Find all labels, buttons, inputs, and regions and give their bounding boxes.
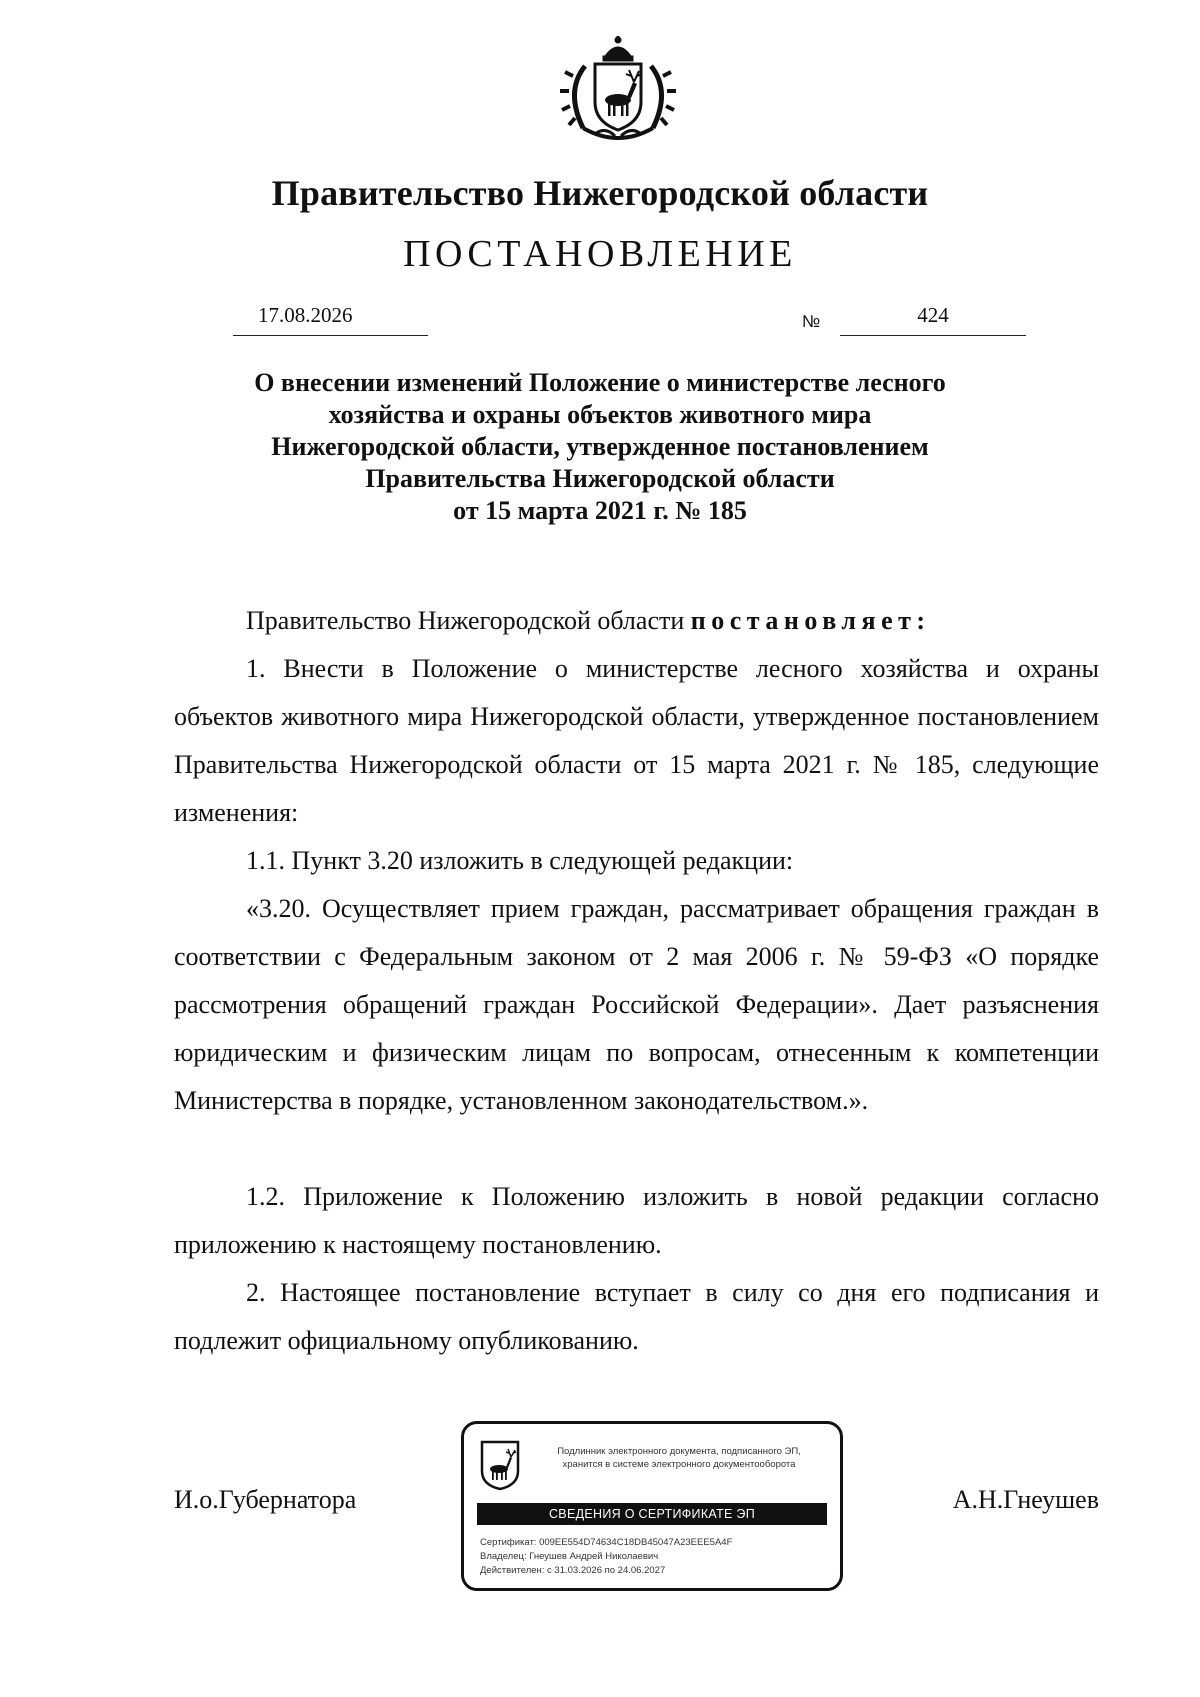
stamp-certificate-bar: СВЕДЕНИЯ О СЕРТИФИКАТЕ ЭП	[477, 1503, 827, 1525]
document-subject	[200, 367, 1000, 527]
intro-paragraph	[174, 597, 1099, 645]
subject-line: Правительства Нижегородской области	[365, 464, 835, 493]
document-date: 17.08.2026	[258, 303, 353, 327]
subject-line: от 15 марта 2021 г. № 185	[453, 496, 747, 525]
intro-text: Правительство Нижегородской области	[246, 606, 685, 635]
paragraph-1-1-quote: «3.20. Осуществляет прием граждан, рассматривает обращения граждан в соответствии с Федеральным законом от 2 мая 2006 г. № 59-ФЗ «О порядке рассмотрения обращений граждан Российской Федерации». Дает разъяснения юридическим и физическим лицам по вопросам, отнесенным к компетенции Министерства в порядке, установленном законодательством.».	[174, 894, 1099, 1115]
stamp-header-line: Подлинник электронного документа, подписанного ЭП,	[557, 1446, 801, 1457]
paragraph-2: 2. Настоящее постановление вступает в силу со дня его подписания и подлежит официальному опубликованию.	[174, 1278, 1099, 1355]
stamp-header-line: хранится в системе электронного документооборота	[562, 1459, 796, 1470]
signatory-title: И.о.Губернатора	[174, 1485, 357, 1514]
stamp-validity: Действителен: с 31.03.2026 по 24.06.2027	[480, 1565, 666, 1576]
paragraph-1-2: 1.2. Приложение к Положению изложить в новой редакции согласно приложению к настоящему постановлению.	[174, 1182, 1099, 1259]
stamp-header	[529, 1445, 829, 1471]
electronic-signature-stamp	[461, 1421, 843, 1591]
coat-of-arms-icon	[555, 36, 681, 144]
stamp-certificate: Сертификат: 009EE554D74634C18DB45047A23EEE5A4F	[480, 1537, 733, 1548]
signatory-name: А.Н.Гнеушев	[952, 1485, 1099, 1514]
stamp-owner: Владелец: Гнеушев Андрей Николаевич	[480, 1551, 659, 1562]
subject-line: хозяйства и охраны объектов животного мира	[328, 400, 872, 429]
intro-verb: постановляет:	[690, 606, 931, 635]
subject-line: О внесении изменений Положение о министерстве лесного	[254, 368, 946, 397]
document-number: 424	[917, 303, 949, 327]
organization-name: Правительство Нижегородской области	[271, 173, 929, 213]
document-type: ПОСТАНОВЛЕНИЕ	[403, 233, 797, 275]
paragraph-1: 1. Внести в Положение о министерстве лесного хозяйства и охраны объектов животного мира Нижегородской области, утвержденное постановлением Правительства Нижегородской области от 15 марта 2021 г. № 185, следующие изменения:	[174, 654, 1099, 827]
deer-emblem-icon	[479, 1439, 521, 1491]
number-sign: №	[802, 312, 821, 331]
subject-line: Нижегородской области, утвержденное постановлением	[271, 432, 929, 461]
paragraph-1-1: 1.1. Пункт 3.20 изложить в следующей редакции:	[246, 846, 794, 875]
